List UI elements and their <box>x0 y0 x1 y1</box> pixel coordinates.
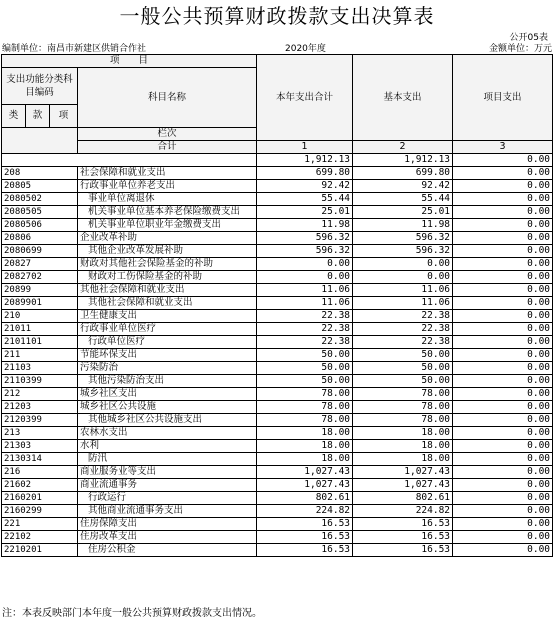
row-code: 212 <box>2 388 78 401</box>
row-basic: 224.82 <box>353 505 453 518</box>
row-total: 22.38 <box>257 310 353 323</box>
table-row <box>2 219 553 232</box>
row-basic: 16.53 <box>353 518 453 531</box>
row-total: 596.32 <box>257 232 353 245</box>
table-row <box>2 349 553 362</box>
header-row-5 <box>2 141 553 154</box>
row-project: 0.00 <box>453 271 553 284</box>
table-row <box>2 336 553 349</box>
row-project: 0.00 <box>453 180 553 193</box>
header-col1: 本年支出合计 <box>257 55 353 141</box>
row-total: 16.53 <box>257 531 353 544</box>
row-basic: 16.53 <box>353 544 453 557</box>
table-row <box>2 518 553 531</box>
row-total: 699.80 <box>257 167 353 180</box>
table-row <box>2 297 553 310</box>
row-basic: 699.80 <box>353 167 453 180</box>
row-basic: 802.61 <box>353 492 453 505</box>
row-project: 0.00 <box>453 193 553 206</box>
row-code: 20806 <box>2 232 78 245</box>
row-name: 住房保障支出 <box>78 518 257 531</box>
row-project: 0.00 <box>453 531 553 544</box>
row-name: 住房改革支出 <box>78 531 257 544</box>
total-c1: 1,912.13 <box>257 154 353 167</box>
table-row <box>2 206 553 219</box>
row-name: 行政单位医疗 <box>78 336 257 349</box>
row-basic: 1,027.43 <box>353 479 453 492</box>
row-total: 78.00 <box>257 388 353 401</box>
row-basic: 50.00 <box>353 362 453 375</box>
row-name: 事业单位离退休 <box>78 193 257 206</box>
table-row <box>2 362 553 375</box>
row-basic: 18.00 <box>353 453 453 466</box>
table-row <box>2 258 553 271</box>
table-row <box>2 544 553 557</box>
row-project: 0.00 <box>453 492 553 505</box>
row-name: 卫生健康支出 <box>78 310 257 323</box>
row-name: 社会保障和就业支出 <box>78 167 257 180</box>
table-row <box>2 414 553 427</box>
report-meta <box>2 41 552 53</box>
table-row <box>2 180 553 193</box>
row-code: 2120399 <box>2 414 78 427</box>
row-name: 商业服务业等支出 <box>78 466 257 479</box>
table-row <box>2 310 553 323</box>
header-col2: 基本支出 <box>353 55 453 141</box>
row-project: 0.00 <box>453 505 553 518</box>
row-code: 2110399 <box>2 375 78 388</box>
row-name: 城乡社区公共设施 <box>78 401 257 414</box>
row-project: 0.00 <box>453 297 553 310</box>
total-row <box>2 154 553 167</box>
table-row <box>2 232 553 245</box>
row-project: 0.00 <box>453 219 553 232</box>
table-row <box>2 453 553 466</box>
total-label: 合计 <box>78 141 257 154</box>
row-project: 0.00 <box>453 206 553 219</box>
row-basic: 18.00 <box>353 440 453 453</box>
table-row <box>2 401 553 414</box>
row-name: 行政运行 <box>78 492 257 505</box>
row-name: 节能环保支出 <box>78 349 257 362</box>
row-basic: 11.98 <box>353 219 453 232</box>
row-project: 0.00 <box>453 440 553 453</box>
row-basic: 0.00 <box>353 271 453 284</box>
row-basic: 25.01 <box>353 206 453 219</box>
row-basic: 16.53 <box>353 531 453 544</box>
row-name: 水利 <box>78 440 257 453</box>
row-code: 2101101 <box>2 336 78 349</box>
row-name: 其他污染防治支出 <box>78 375 257 388</box>
row-total: 50.00 <box>257 375 353 388</box>
row-total: 50.00 <box>257 362 353 375</box>
table-row <box>2 505 553 518</box>
header-row-1 <box>2 55 553 68</box>
row-total: 11.98 <box>257 219 353 232</box>
row-name: 机关事业单位职业年金缴费支出 <box>78 219 257 232</box>
header-item: 项 目 <box>2 55 257 68</box>
row-code: 221 <box>2 518 78 531</box>
row-project: 0.00 <box>453 453 553 466</box>
row-name: 其他企业改革发展补助 <box>78 245 257 258</box>
table-row <box>2 323 553 336</box>
header-class: 类 <box>2 105 26 128</box>
row-code: 2080505 <box>2 206 78 219</box>
row-project: 0.00 <box>453 258 553 271</box>
row-name: 商业流通事务 <box>78 479 257 492</box>
table-row <box>2 375 553 388</box>
row-name: 其他城乡社区公共设施支出 <box>78 414 257 427</box>
row-code: 20827 <box>2 258 78 271</box>
row-name: 财政对其他社会保险基金的补助 <box>78 258 257 271</box>
row-name: 行政事业单位医疗 <box>78 323 257 336</box>
footnote: 注：本表反映部门本年度一般公共预算财政拨款支出情况。 <box>2 608 262 619</box>
col-index-2: 2 <box>353 141 453 154</box>
row-total: 50.00 <box>257 349 353 362</box>
row-project: 0.00 <box>453 427 553 440</box>
row-project: 0.00 <box>453 479 553 492</box>
row-code: 21602 <box>2 479 78 492</box>
page-title: 一般公共预算财政拨款支出决算表 <box>119 4 435 28</box>
row-code: 213 <box>2 427 78 440</box>
table-row <box>2 531 553 544</box>
row-basic: 78.00 <box>353 388 453 401</box>
row-basic: 50.00 <box>353 375 453 388</box>
row-total: 78.00 <box>257 401 353 414</box>
row-name: 城乡社区支出 <box>78 388 257 401</box>
row-code: 20899 <box>2 284 78 297</box>
row-project: 0.00 <box>453 245 553 258</box>
row-basic: 78.00 <box>353 401 453 414</box>
expenditure-table <box>1 54 553 557</box>
row-code: 2160299 <box>2 505 78 518</box>
total-c3: 0.00 <box>453 154 553 167</box>
table-row <box>2 492 553 505</box>
row-code: 2089901 <box>2 297 78 310</box>
col-index-3: 3 <box>453 141 553 154</box>
row-total: 92.42 <box>257 180 353 193</box>
row-basic: 22.38 <box>353 323 453 336</box>
row-code: 2210201 <box>2 544 78 557</box>
row-code: 22102 <box>2 531 78 544</box>
row-project: 0.00 <box>453 232 553 245</box>
table-row <box>2 167 553 180</box>
row-name: 其他社会保障和就业支出 <box>78 297 257 310</box>
row-project: 0.00 <box>453 349 553 362</box>
row-code: 2080699 <box>2 245 78 258</box>
row-basic: 22.38 <box>353 310 453 323</box>
header-subject-name: 科目名称 <box>78 68 257 128</box>
table-row <box>2 440 553 453</box>
row-basic: 11.06 <box>353 284 453 297</box>
table-row <box>2 388 553 401</box>
row-basic: 78.00 <box>353 414 453 427</box>
row-total: 22.38 <box>257 336 353 349</box>
row-project: 0.00 <box>453 284 553 297</box>
row-project: 0.00 <box>453 401 553 414</box>
row-code: 2160201 <box>2 492 78 505</box>
row-code: 21303 <box>2 440 78 453</box>
row-name: 企业改革补助 <box>78 232 257 245</box>
compiling-unit: 编制单位：南昌市新建区供销合作社 <box>2 44 147 54</box>
row-total: 16.53 <box>257 518 353 531</box>
row-name: 污染防治 <box>78 362 257 375</box>
header-func-code: 支出功能分类科目编码 <box>2 68 78 105</box>
row-project: 0.00 <box>453 310 553 323</box>
row-name: 防汛 <box>78 453 257 466</box>
row-name: 农林水支出 <box>78 427 257 440</box>
row-total: 78.00 <box>257 414 353 427</box>
row-code: 211 <box>2 349 78 362</box>
row-total: 22.38 <box>257 323 353 336</box>
row-code: 21103 <box>2 362 78 375</box>
row-project: 0.00 <box>453 544 553 557</box>
row-name: 其他社会保障和就业支出 <box>78 284 257 297</box>
row-code: 2080502 <box>2 193 78 206</box>
row-basic: 596.32 <box>353 232 453 245</box>
row-name: 住房公积金 <box>78 544 257 557</box>
row-name: 行政事业单位养老支出 <box>78 180 257 193</box>
row-basic: 11.06 <box>353 297 453 310</box>
row-code: 21203 <box>2 401 78 414</box>
row-code: 20805 <box>2 180 78 193</box>
form-number: 公开05表 <box>509 33 548 43</box>
row-total: 55.44 <box>257 193 353 206</box>
row-total: 16.53 <box>257 544 353 557</box>
table-row <box>2 193 553 206</box>
row-basic: 55.44 <box>353 193 453 206</box>
total-c2: 1,912.13 <box>353 154 453 167</box>
row-total: 11.06 <box>257 284 353 297</box>
col-index-1: 1 <box>257 141 353 154</box>
row-code: 208 <box>2 167 78 180</box>
row-total: 802.61 <box>257 492 353 505</box>
row-total: 596.32 <box>257 245 353 258</box>
row-code: 2080506 <box>2 219 78 232</box>
row-name: 机关事业单位基本养老保险缴费支出 <box>78 206 257 219</box>
row-code: 2130314 <box>2 453 78 466</box>
row-total: 1,027.43 <box>257 479 353 492</box>
row-project: 0.00 <box>453 375 553 388</box>
row-basic: 50.00 <box>353 349 453 362</box>
row-project: 0.00 <box>453 336 553 349</box>
table-row <box>2 284 553 297</box>
row-total: 18.00 <box>257 427 353 440</box>
row-total: 25.01 <box>257 206 353 219</box>
row-total: 0.00 <box>257 258 353 271</box>
row-total: 18.00 <box>257 453 353 466</box>
row-project: 0.00 <box>453 466 553 479</box>
table-row <box>2 271 553 284</box>
row-project: 0.00 <box>453 388 553 401</box>
row-basic: 18.00 <box>353 427 453 440</box>
table-row <box>2 245 553 258</box>
row-name: 其他商业流通事务支出 <box>78 505 257 518</box>
table-row <box>2 427 553 440</box>
row-project: 0.00 <box>453 518 553 531</box>
row-total: 224.82 <box>257 505 353 518</box>
row-total: 0.00 <box>257 271 353 284</box>
report-year: 2020年度 <box>285 44 326 54</box>
header-section: 款 <box>26 105 50 128</box>
row-total: 1,027.43 <box>257 466 353 479</box>
amount-unit: 金额单位：万元 <box>488 44 552 54</box>
row-project: 0.00 <box>453 167 553 180</box>
row-project: 0.00 <box>453 362 553 375</box>
row-code: 210 <box>2 310 78 323</box>
row-project: 0.00 <box>453 323 553 336</box>
row-total: 11.06 <box>257 297 353 310</box>
row-project: 0.00 <box>453 414 553 427</box>
row-basic: 0.00 <box>353 258 453 271</box>
row-name: 财政对工伤保险基金的补助 <box>78 271 257 284</box>
row-basic: 596.32 <box>353 245 453 258</box>
table-row <box>2 466 553 479</box>
row-code: 216 <box>2 466 78 479</box>
row-basic: 22.38 <box>353 336 453 349</box>
column-index-label: 栏次 <box>78 128 257 141</box>
row-basic: 1,027.43 <box>353 466 453 479</box>
row-total: 18.00 <box>257 440 353 453</box>
row-basic: 92.42 <box>353 180 453 193</box>
row-code: 2082702 <box>2 271 78 284</box>
header-col3: 项目支出 <box>453 55 553 141</box>
header-subitem: 项 <box>50 105 78 128</box>
table-row <box>2 479 553 492</box>
row-code: 21011 <box>2 323 78 336</box>
